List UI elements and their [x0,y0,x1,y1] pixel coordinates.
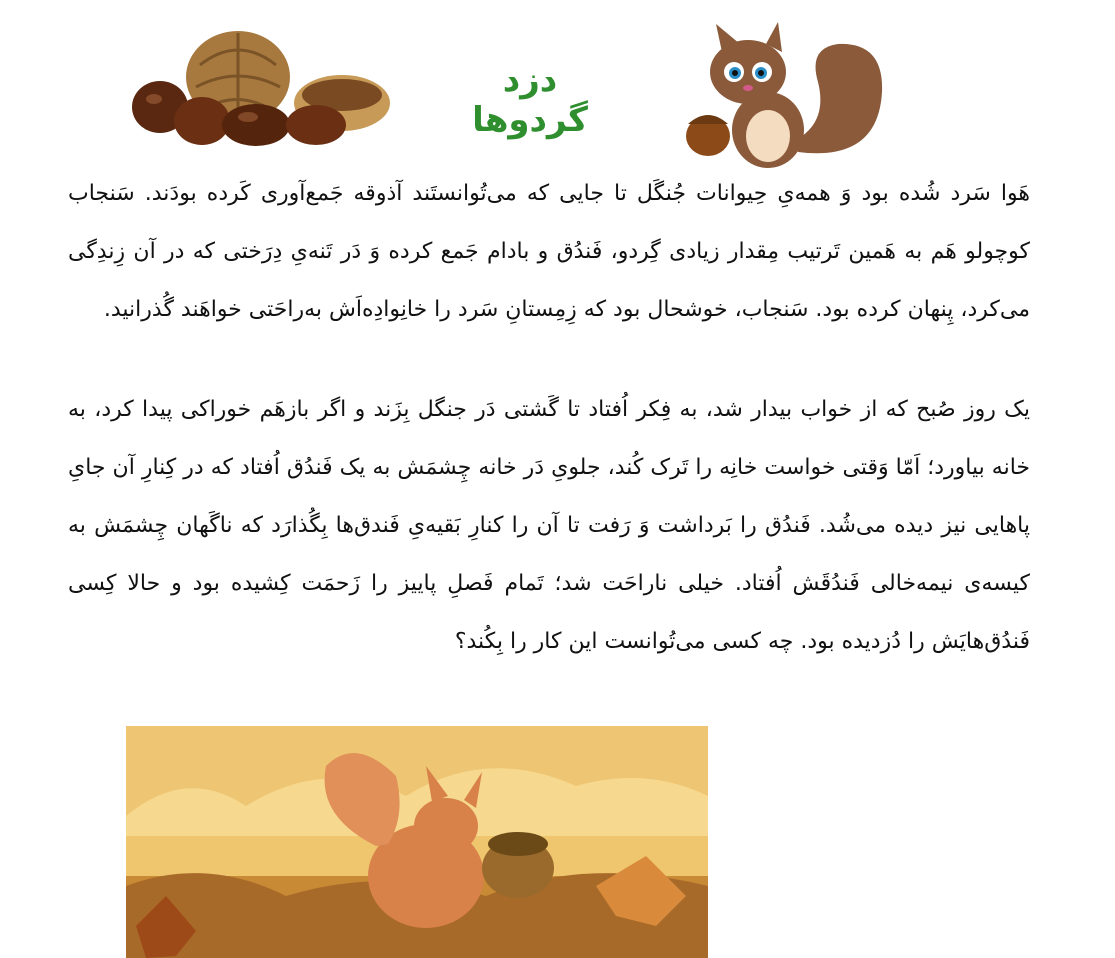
story-paragraph: هَوا سَرد شُده بود وَ همه‌یِ حِیوانات جُنگَل تا جایی که می‌تُوانستَند آذوقه جَمع‌آوری کَرده بودَند. سَنجاب کوچولو هَم به هَمین تَرتیب مِقدار زیادی گِردو، فَندُق و بادام جَمع کرده وَ دَر تَنه‌یِ دِرَختی که در آن زِندِگی می‌کرد، پِنهان کرده بود. سَنجاب، خوشحال بود که زِمِستانِ سَرد را خانِوادِه‌اَش به‌راحَتی خواهَند گُذرانید. [68,181,1030,322]
story-text [68,165,1030,671]
page-title: دزد گردوها [472,60,588,140]
nuts-illustration [130,25,392,147]
squirrel-illustration [678,22,890,172]
story-paragraph: یک روز صُبح که از خواب بیدار شد، به فِکر اُفتاد تا گَشتی دَر جنگل بِزَند و اگر بازهَم خوراکی پیدا کرد، به خانه بیاورد؛ اَمّا وَقتی خواست خانِه را تَرک کُند، جلویِ دَر خانه چِشمَش به یک فَندُق اُفتاد که در کِنارِ آن جایِ پاهایی نیز دیده می‌شُد. فَندُق را بَرداشت وَ رَفت تا آن را کنارِ بَقیه‌یِ فَندق‌ها بِگُذارَد که ناگَهان چِشمَش به کیسه‌ی نیمه‌خالی فَندُقَش اُفتاد. خیلی ناراحَت شد؛ تَمام فَصلِ پاییز را زَحمَت کِشیده بود و حالا کِسی فَندُق‌هایَش را دُزدیده بود. چه کسی می‌تُوانست این کار را بِکُند؟ [68,397,1030,654]
scene-illustration [126,726,708,958]
